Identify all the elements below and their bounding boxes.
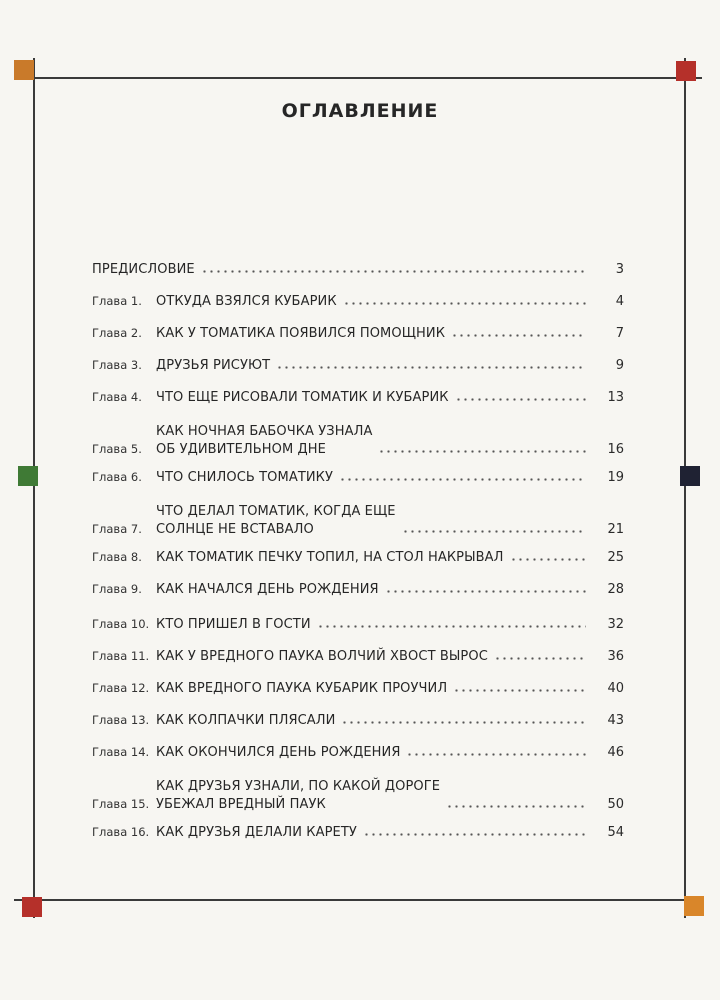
toc-entry[interactable] bbox=[92, 550, 624, 565]
page-number: 40 bbox=[607, 681, 624, 696]
chapter-label: Глава 4. bbox=[92, 390, 142, 404]
dot-leader bbox=[343, 302, 586, 305]
chapter-label: Глава 9. bbox=[92, 582, 142, 596]
chapter-label: Глава 6. bbox=[92, 470, 142, 484]
dot-leader bbox=[341, 721, 586, 724]
chapter-title-line: КАК НАЧАЛСЯ ДЕНЬ РОЖДЕНИЯ bbox=[156, 582, 379, 597]
page-number: 50 bbox=[607, 797, 624, 812]
chapter-title-line: ДРУЗЬЯ РИСУЮТ bbox=[156, 358, 271, 373]
chapter-title bbox=[156, 358, 270, 373]
corner-square-mid-left bbox=[18, 466, 38, 486]
chapter-title bbox=[156, 326, 445, 341]
chapter-title-line: КТО ПРИШЕЛ В ГОСТИ bbox=[156, 617, 311, 632]
page-number: 3 bbox=[615, 262, 624, 277]
toc-entry[interactable] bbox=[92, 649, 624, 664]
dot-leader bbox=[451, 334, 586, 337]
chapter-label: Глава 2. bbox=[92, 326, 142, 340]
chapter-label: Глава 11. bbox=[92, 649, 150, 663]
page-number: 9 bbox=[615, 358, 624, 373]
dot-leader bbox=[455, 398, 586, 401]
chapter-label: Глава 7. bbox=[92, 522, 142, 536]
frame-top-line bbox=[14, 77, 702, 79]
chapter-title-line: КАК ДРУЗЬЯ УЗНАЛИ, ПО КАКОЙ ДОРОГЕ bbox=[156, 779, 441, 794]
dot-leader bbox=[494, 657, 586, 660]
page-number: 54 bbox=[607, 825, 624, 840]
page-number: 21 bbox=[607, 522, 624, 537]
chapter-label: Глава 3. bbox=[92, 358, 142, 372]
toc-entry[interactable] bbox=[92, 262, 624, 277]
toc-entry[interactable] bbox=[92, 358, 624, 373]
chapter-title bbox=[156, 294, 337, 309]
chapter-label: Глава 10. bbox=[92, 617, 150, 631]
toc-entry[interactable] bbox=[92, 825, 624, 840]
page-number: 32 bbox=[607, 617, 624, 632]
chapter-title-line: УБЕЖАЛ ВРЕДНЫЙ ПАУК bbox=[156, 797, 326, 812]
toc-entry[interactable] bbox=[92, 745, 624, 760]
chapter-title bbox=[156, 779, 440, 812]
chapter-title bbox=[156, 424, 372, 457]
corner-square-top-left bbox=[14, 60, 34, 80]
toc-entry[interactable] bbox=[92, 326, 624, 341]
corner-square-bottom-left bbox=[22, 897, 42, 917]
corner-square-bottom-right bbox=[684, 896, 704, 916]
page-number: 25 bbox=[607, 550, 624, 565]
chapter-title bbox=[156, 713, 335, 728]
dot-leader bbox=[402, 530, 586, 533]
toc-entry[interactable] bbox=[92, 424, 624, 457]
chapter-title-line: КАК У ВРЕДНОГО ПАУКА ВОЛЧИЙ ХВОСТ ВЫРОС bbox=[156, 649, 488, 664]
chapter-title bbox=[156, 582, 379, 597]
frame-right-line bbox=[684, 58, 686, 918]
chapter-title bbox=[156, 550, 504, 565]
toc-entry[interactable] bbox=[92, 582, 624, 597]
toc-entry[interactable] bbox=[92, 294, 624, 309]
chapter-title-line: КАК ВРЕДНОГО ПАУКА КУБАРИК ПРОУЧИЛ bbox=[156, 681, 448, 696]
chapter-title-line: СОЛНЦЕ НЕ ВСТАВАЛО bbox=[156, 522, 314, 537]
chapter-title-line: КАК ОКОНЧИЛСЯ ДЕНЬ РОЖДЕНИЯ bbox=[156, 745, 401, 760]
chapter-title bbox=[156, 649, 488, 664]
page-title: ОГЛАВЛЕНИЕ bbox=[281, 100, 439, 122]
page-number: 7 bbox=[615, 326, 624, 341]
chapter-title-line: КАК ДРУЗЬЯ ДЕЛАЛИ КАРЕТУ bbox=[156, 825, 357, 840]
chapter-title bbox=[156, 681, 447, 696]
toc-entry[interactable] bbox=[92, 681, 624, 696]
dot-leader bbox=[201, 270, 586, 273]
dot-leader bbox=[406, 753, 586, 756]
chapter-title bbox=[156, 390, 449, 405]
chapter-title-line: ЧТО ДЕЛАЛ ТОМАТИК, КОГДА ЕЩЕ bbox=[156, 504, 396, 519]
page-number: 28 bbox=[607, 582, 624, 597]
chapter-title-line: ЧТО ЕЩЕ РИСОВАЛИ ТОМАТИК И КУБАРИК bbox=[156, 390, 449, 405]
chapter-label: Глава 8. bbox=[92, 550, 142, 564]
page-number: 43 bbox=[607, 713, 624, 728]
chapter-title bbox=[156, 470, 333, 485]
corner-square-mid-right bbox=[680, 466, 700, 486]
chapter-label: Глава 13. bbox=[92, 713, 150, 727]
dot-leader bbox=[276, 366, 586, 369]
toc-entry[interactable] bbox=[92, 713, 624, 728]
page-number: 46 bbox=[607, 745, 624, 760]
toc-entry[interactable] bbox=[92, 504, 624, 537]
corner-square-top-right bbox=[676, 61, 696, 81]
chapter-title-line: ОБ УДИВИТЕЛЬНОМ ДНЕ bbox=[156, 442, 326, 457]
toc-entry[interactable] bbox=[92, 617, 624, 632]
chapter-title-line: ЧТО СНИЛОСЬ ТОМАТИКУ bbox=[156, 470, 334, 485]
chapter-title-line: КАК НОЧНАЯ БАБОЧКА УЗНАЛА bbox=[156, 424, 373, 439]
frame-bottom-line bbox=[14, 899, 702, 901]
chapter-label: Глава 16. bbox=[92, 825, 150, 839]
page-number: 13 bbox=[607, 390, 624, 405]
chapter-title-line: ОТКУДА ВЗЯЛСЯ КУБАРИК bbox=[156, 294, 337, 309]
dot-leader bbox=[446, 805, 586, 808]
chapter-title bbox=[156, 617, 311, 632]
page-number: 16 bbox=[607, 442, 624, 457]
toc-entry[interactable] bbox=[92, 779, 624, 812]
chapter-label: Глава 5. bbox=[92, 442, 142, 456]
chapter-label: Глава 14. bbox=[92, 745, 150, 759]
chapter-title-line: КАК ТОМАТИК ПЕЧКУ ТОПИЛ, НА СТОЛ НАКРЫВАЛ bbox=[156, 550, 504, 565]
chapter-label: Глава 12. bbox=[92, 681, 150, 695]
dot-leader bbox=[385, 590, 586, 593]
dot-leader bbox=[363, 833, 586, 836]
chapter-title-line: КАК КОЛПАЧКИ ПЛЯСАЛИ bbox=[156, 713, 336, 728]
dot-leader bbox=[317, 625, 586, 628]
dot-leader bbox=[510, 558, 586, 561]
page-number: 19 bbox=[607, 470, 624, 485]
frame-left-line bbox=[33, 58, 35, 918]
toc-entry[interactable] bbox=[92, 470, 624, 485]
chapter-label: Глава 15. bbox=[92, 797, 150, 811]
toc-entry[interactable] bbox=[92, 390, 624, 405]
chapter-title bbox=[156, 504, 396, 537]
chapter-title-line: КАК У ТОМАТИКА ПОЯВИЛСЯ ПОМОЩНИК bbox=[156, 326, 446, 341]
chapter-title bbox=[92, 262, 195, 277]
dot-leader bbox=[339, 478, 586, 481]
dot-leader bbox=[378, 450, 586, 453]
page-number: 4 bbox=[615, 294, 624, 309]
chapter-label: Глава 1. bbox=[92, 294, 142, 308]
page-number: 36 bbox=[607, 649, 624, 664]
dot-leader bbox=[453, 689, 586, 692]
chapter-title bbox=[156, 825, 357, 840]
chapter-title bbox=[156, 745, 400, 760]
chapter-title-line: ПРЕДИСЛОВИЕ bbox=[92, 262, 195, 277]
